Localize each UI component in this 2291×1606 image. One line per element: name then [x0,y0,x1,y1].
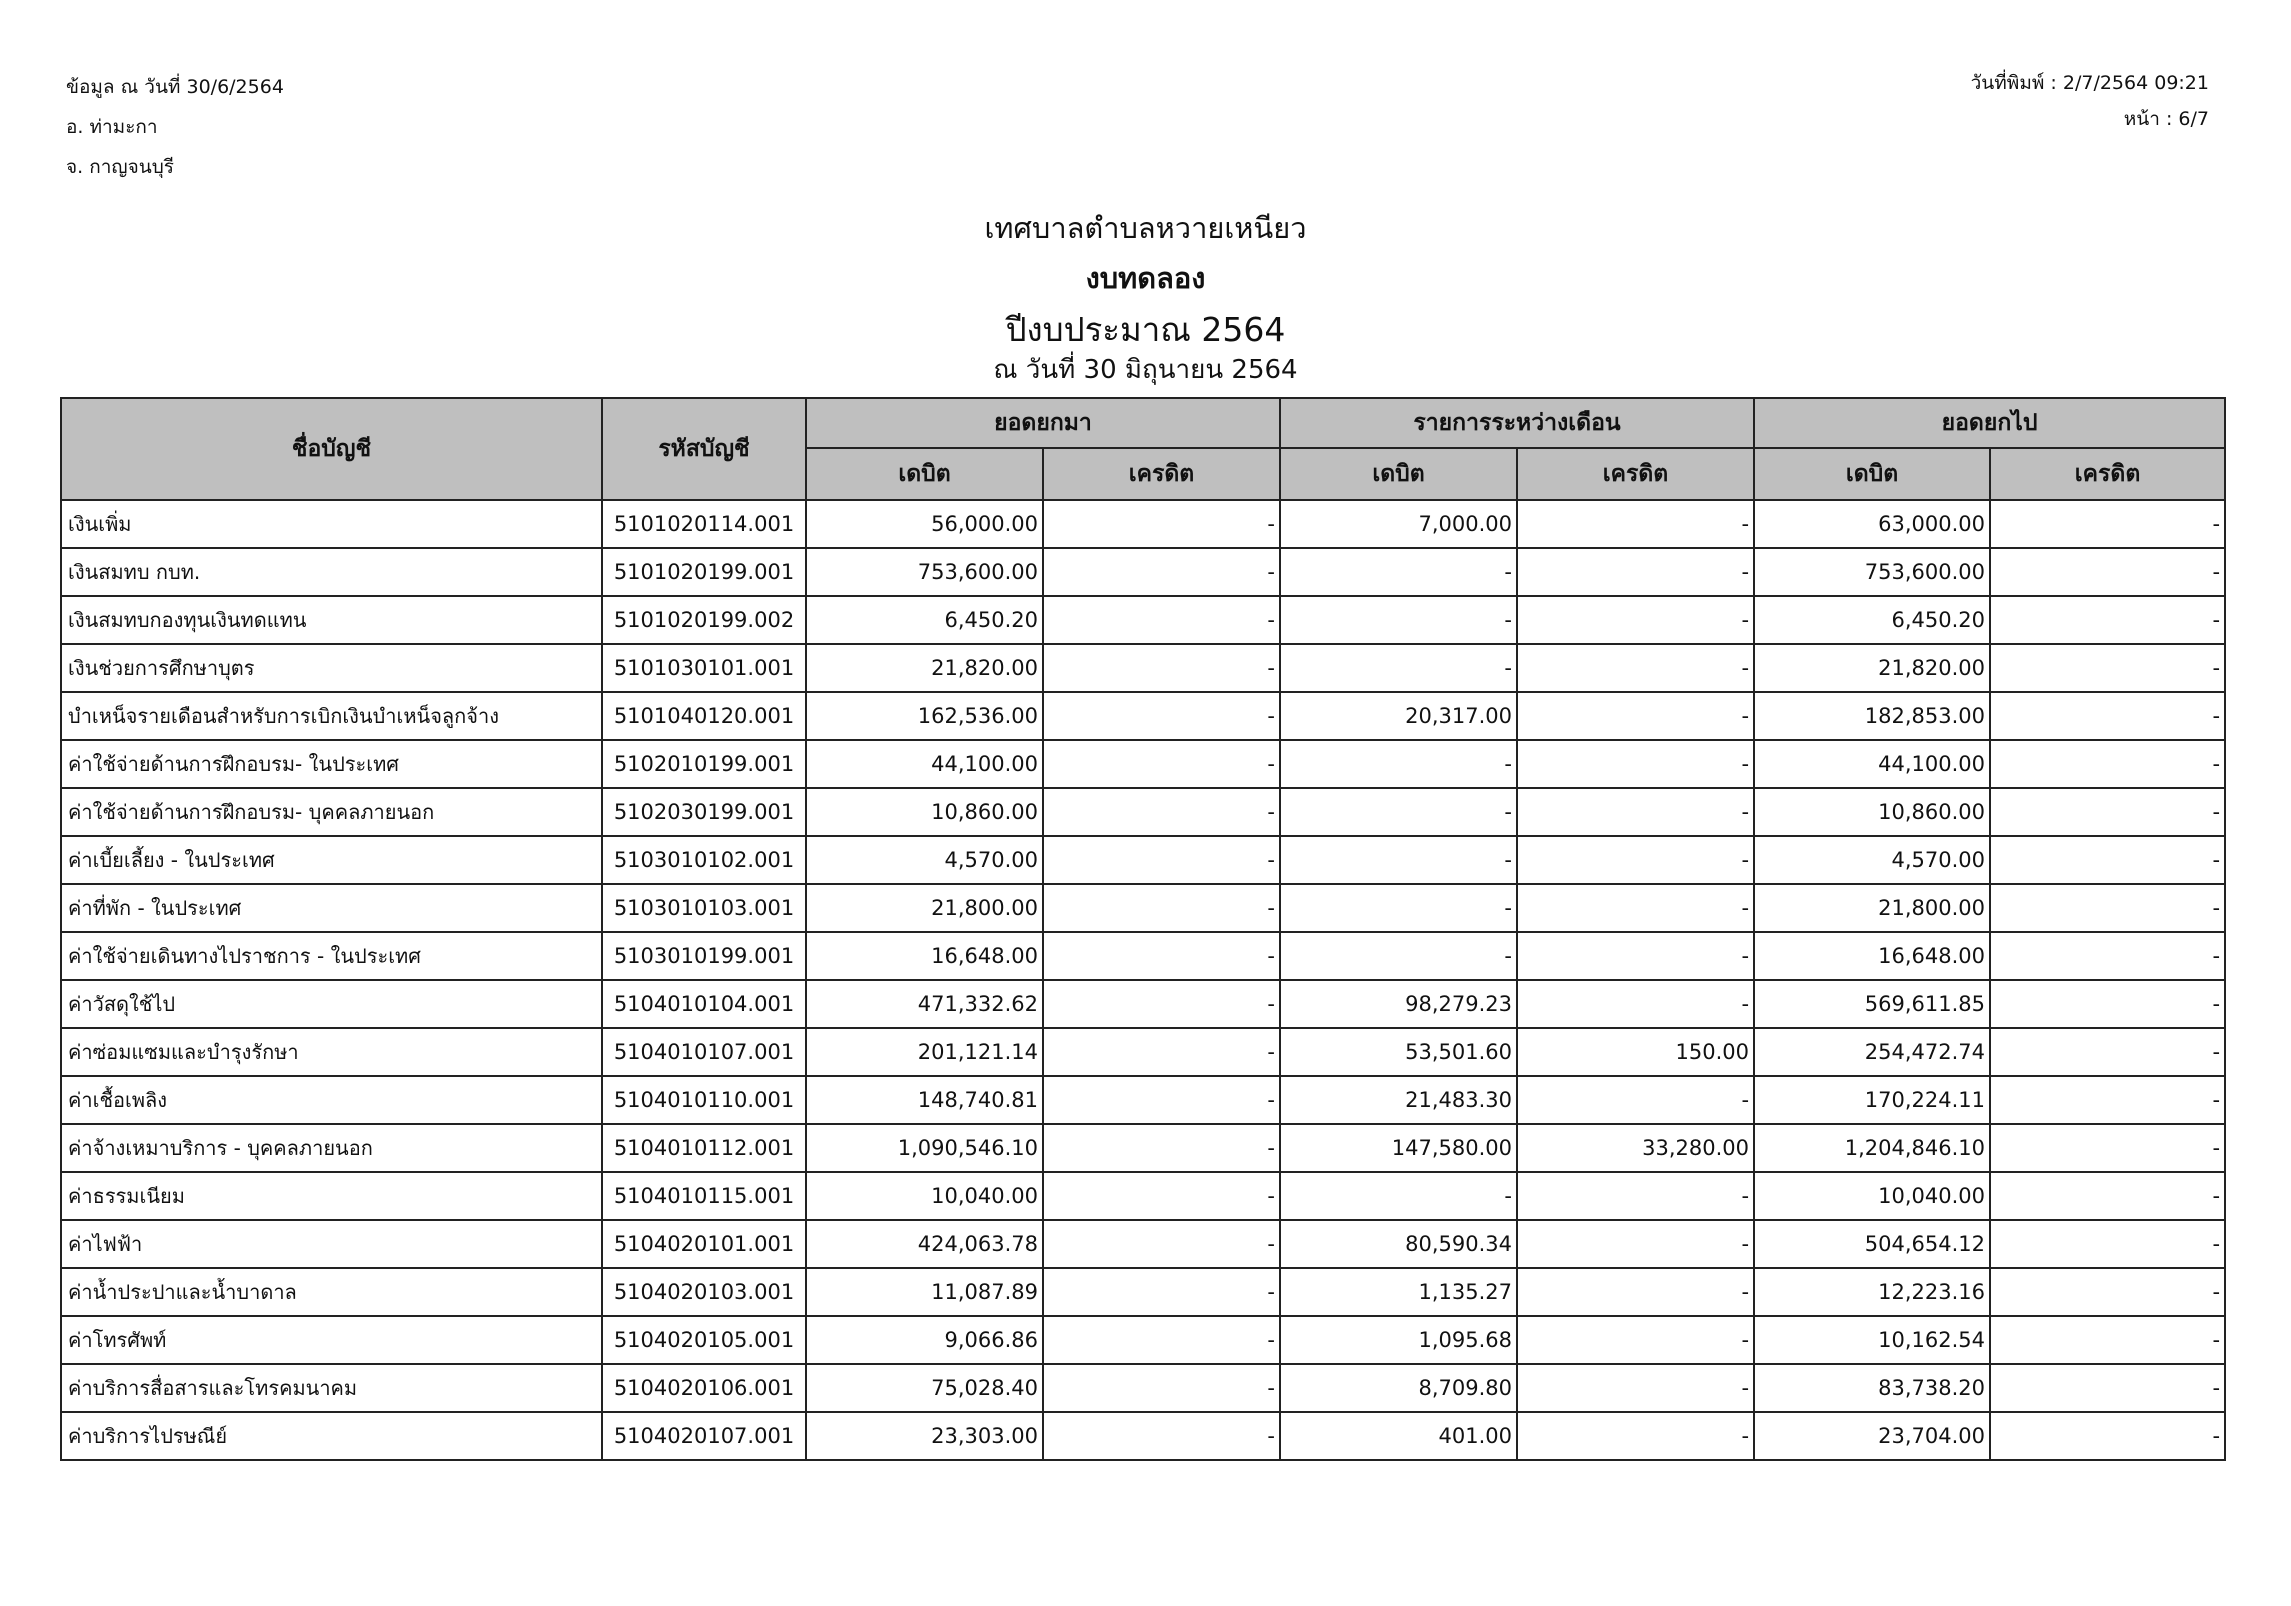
account-name-cell: ค่าบริการไปรษณีย์ [61,1412,602,1460]
brought-forward-debit-cell: 10,040.00 [806,1172,1043,1220]
col-during-month-header: รายการระหว่างเดือน [1280,398,1754,448]
page-number-label: หน้า : 6/7 [2123,108,2209,130]
report-meta-right [1971,74,2209,146]
district-label: อ. ท่ามะกา [66,116,158,138]
col-carried-forward-header: ยอดยกไป [1754,398,2225,448]
carried-forward-debit-cell: 1,204,846.10 [1754,1124,1990,1172]
carried-forward-debit-cell: 21,800.00 [1754,884,1990,932]
carried-forward-debit-cell: 10,162.54 [1754,1316,1990,1364]
brought-forward-debit-cell: 10,860.00 [806,788,1043,836]
month-debit-cell: 21,483.30 [1280,1076,1517,1124]
month-credit-cell: - [1517,836,1754,884]
table-row [61,1124,2225,1172]
month-credit-cell: - [1517,1364,1754,1412]
month-credit-cell: 150.00 [1517,1028,1754,1076]
month-debit-cell: 147,580.00 [1280,1124,1517,1172]
account-name-cell: เงินช่วยการศึกษาบุตร [61,644,602,692]
col-account-name-header: ชื่อบัญชี [61,398,602,500]
table-row [61,740,2225,788]
carried-forward-credit-cell: - [1990,932,2225,980]
month-debit-cell: 98,279.23 [1280,980,1517,1028]
table-row [61,644,2225,692]
carried-forward-credit-cell: - [1990,884,2225,932]
carried-forward-debit-cell: 21,820.00 [1754,644,1990,692]
account-name-cell: ค่าโทรศัพท์ [61,1316,602,1364]
print-date-label: วันที่พิมพ์ : 2/7/2564 09:21 [1970,72,2209,94]
month-debit-cell: 80,590.34 [1280,1220,1517,1268]
table-row [61,1076,2225,1124]
account-code-cell: 5104010104.001 [602,980,806,1028]
month-credit-cell: - [1517,1220,1754,1268]
brought-forward-credit-cell: - [1043,548,1280,596]
month-debit-cell: - [1280,548,1517,596]
brought-forward-credit-cell: - [1043,692,1280,740]
carried-forward-credit-cell: - [1990,644,2225,692]
month-credit-cell: - [1517,1076,1754,1124]
table-row [61,932,2225,980]
col-credit-header: เครดิต [1043,448,1280,500]
brought-forward-debit-cell: 44,100.00 [806,740,1043,788]
brought-forward-credit-cell: - [1043,836,1280,884]
month-debit-cell: - [1280,740,1517,788]
brought-forward-debit-cell: 75,028.40 [806,1364,1043,1412]
table-row [61,1364,2225,1412]
account-code-cell: 5101030101.001 [602,644,806,692]
month-debit-cell: - [1280,596,1517,644]
brought-forward-debit-cell: 11,087.89 [806,1268,1043,1316]
brought-forward-credit-cell: - [1043,1316,1280,1364]
carried-forward-credit-cell: - [1990,596,2225,644]
brought-forward-debit-cell: 424,063.78 [806,1220,1043,1268]
brought-forward-debit-cell: 148,740.81 [806,1076,1043,1124]
account-name-cell: ค่าเบี้ยเลี้ยง - ในประเทศ [61,836,602,884]
month-credit-cell: - [1517,1316,1754,1364]
account-name-cell: ค่าบริการสื่อสารและโทรคมนาคม [61,1364,602,1412]
table-row [61,1412,2225,1460]
month-credit-cell: - [1517,644,1754,692]
carried-forward-debit-cell: 10,860.00 [1754,788,1990,836]
account-name-cell: บำเหน็จรายเดือนสำหรับการเบิกเงินบำเหน็จลูกจ้าง [61,692,602,740]
as-of-date-title: ณ วันที่ 30 มิถุนายน 2564 [993,355,1298,385]
carried-forward-credit-cell: - [1990,1364,2225,1412]
account-code-cell: 5101020199.001 [602,548,806,596]
month-credit-cell: - [1517,500,1754,548]
brought-forward-debit-cell: 162,536.00 [806,692,1043,740]
account-code-cell: 5101020199.002 [602,596,806,644]
carried-forward-credit-cell: - [1990,548,2225,596]
account-code-cell: 5103010102.001 [602,836,806,884]
col-debit-header: เดบิต [1754,448,1990,500]
col-debit-header: เดบิต [806,448,1043,500]
month-credit-cell: 33,280.00 [1517,1124,1754,1172]
account-code-cell: 5104020105.001 [602,1316,806,1364]
col-credit-header: เครดิต [1517,448,1754,500]
carried-forward-debit-cell: 63,000.00 [1754,500,1990,548]
table-body [61,500,2225,1460]
account-name-cell: ค่าใช้จ่ายด้านการฝึกอบรม- บุคคลภายนอก [61,788,602,836]
trial-balance-table [60,397,2226,1461]
month-debit-cell: - [1280,884,1517,932]
month-debit-cell: - [1280,932,1517,980]
month-credit-cell: - [1517,980,1754,1028]
table-row [61,1268,2225,1316]
carried-forward-credit-cell: - [1990,1268,2225,1316]
brought-forward-debit-cell: 9,066.86 [806,1316,1043,1364]
brought-forward-credit-cell: - [1043,740,1280,788]
account-code-cell: 5104010115.001 [602,1172,806,1220]
carried-forward-credit-cell: - [1990,788,2225,836]
month-credit-cell: - [1517,692,1754,740]
table-row [61,884,2225,932]
brought-forward-debit-cell: 753,600.00 [806,548,1043,596]
brought-forward-credit-cell: - [1043,644,1280,692]
table-row [61,1028,2225,1076]
table-row [61,836,2225,884]
month-debit-cell: - [1280,788,1517,836]
carried-forward-debit-cell: 23,704.00 [1754,1412,1990,1460]
month-credit-cell: - [1517,932,1754,980]
month-credit-cell: - [1517,1268,1754,1316]
province-label: จ. กาญจนบุรี [66,156,174,178]
carried-forward-credit-cell: - [1990,1316,2225,1364]
table-row [61,1220,2225,1268]
data-date-label: ข้อมูล ณ วันที่ 30/6/2564 [66,76,284,98]
carried-forward-credit-cell: - [1990,1028,2225,1076]
col-credit-header: เครดิต [1990,448,2225,500]
report-title: งบทดลอง [1085,261,1206,295]
carried-forward-debit-cell: 6,450.20 [1754,596,1990,644]
month-credit-cell: - [1517,884,1754,932]
brought-forward-credit-cell: - [1043,980,1280,1028]
carried-forward-credit-cell: - [1990,1412,2225,1460]
brought-forward-debit-cell: 6,450.20 [806,596,1043,644]
carried-forward-credit-cell: - [1990,980,2225,1028]
carried-forward-debit-cell: 753,600.00 [1754,548,1990,596]
carried-forward-credit-cell: - [1990,1076,2225,1124]
table-row [61,1316,2225,1364]
account-code-cell: 5102030199.001 [602,788,806,836]
table-row [61,548,2225,596]
account-code-cell: 5101020114.001 [602,500,806,548]
brought-forward-credit-cell: - [1043,1124,1280,1172]
brought-forward-credit-cell: - [1043,596,1280,644]
brought-forward-credit-cell: - [1043,884,1280,932]
brought-forward-credit-cell: - [1043,1220,1280,1268]
report-title-block [0,205,2291,390]
brought-forward-debit-cell: 201,121.14 [806,1028,1043,1076]
col-account-code-header: รหัสบัญชี [602,398,806,500]
carried-forward-credit-cell: - [1990,1172,2225,1220]
brought-forward-credit-cell: - [1043,1076,1280,1124]
brought-forward-debit-cell: 23,303.00 [806,1412,1043,1460]
brought-forward-debit-cell: 471,332.62 [806,980,1043,1028]
fiscal-year-title: ปีงบประมาณ 2564 [1005,310,1286,349]
account-code-cell: 5104010107.001 [602,1028,806,1076]
month-credit-cell: - [1517,548,1754,596]
account-name-cell: ค่าน้ำประปาและน้ำบาดาล [61,1268,602,1316]
account-code-cell: 5103010199.001 [602,932,806,980]
carried-forward-debit-cell: 254,472.74 [1754,1028,1990,1076]
month-debit-cell: 8,709.80 [1280,1364,1517,1412]
carried-forward-debit-cell: 504,654.12 [1754,1220,1990,1268]
brought-forward-credit-cell: - [1043,1268,1280,1316]
carried-forward-debit-cell: 12,223.16 [1754,1268,1990,1316]
brought-forward-credit-cell: - [1043,1172,1280,1220]
account-name-cell: ค่าใช้จ่ายเดินทางไปราชการ - ในประเทศ [61,932,602,980]
carried-forward-credit-cell: - [1990,692,2225,740]
table-row [61,980,2225,1028]
account-name-cell: ค่าซ่อมแซมและบำรุงรักษา [61,1028,602,1076]
account-name-cell: ค่าใช้จ่ายด้านการฝึกอบรม- ในประเทศ [61,740,602,788]
account-code-cell: 5104020106.001 [602,1364,806,1412]
organization-title: เทศบาลตำบลหวายเหนียว [984,211,1307,245]
brought-forward-debit-cell: 16,648.00 [806,932,1043,980]
carried-forward-debit-cell: 569,611.85 [1754,980,1990,1028]
month-debit-cell: 7,000.00 [1280,500,1517,548]
col-debit-header: เดบิต [1280,448,1517,500]
brought-forward-debit-cell: 1,090,546.10 [806,1124,1043,1172]
brought-forward-credit-cell: - [1043,932,1280,980]
report-meta-left [66,78,284,198]
carried-forward-credit-cell: - [1990,740,2225,788]
carried-forward-debit-cell: 83,738.20 [1754,1364,1990,1412]
table-row [61,788,2225,836]
col-brought-forward-header: ยอดยกมา [806,398,1280,448]
month-credit-cell: - [1517,788,1754,836]
account-code-cell: 5104020107.001 [602,1412,806,1460]
month-debit-cell: 401.00 [1280,1412,1517,1460]
carried-forward-debit-cell: 182,853.00 [1754,692,1990,740]
account-code-cell: 5103010103.001 [602,884,806,932]
month-debit-cell: - [1280,644,1517,692]
carried-forward-credit-cell: - [1990,1220,2225,1268]
month-credit-cell: - [1517,740,1754,788]
account-name-cell: เงินสมทบ กบท. [61,548,602,596]
carried-forward-credit-cell: - [1990,836,2225,884]
account-code-cell: 5104010112.001 [602,1124,806,1172]
account-name-cell: ค่าไฟฟ้า [61,1220,602,1268]
carried-forward-debit-cell: 4,570.00 [1754,836,1990,884]
brought-forward-debit-cell: 56,000.00 [806,500,1043,548]
month-debit-cell: 53,501.60 [1280,1028,1517,1076]
table-row [61,596,2225,644]
account-name-cell: ค่าจ้างเหมาบริการ - บุคคลภายนอก [61,1124,602,1172]
brought-forward-credit-cell: - [1043,1364,1280,1412]
month-debit-cell: - [1280,1172,1517,1220]
account-name-cell: ค่าเชื้อเพลิง [61,1076,602,1124]
month-debit-cell: 1,135.27 [1280,1268,1517,1316]
brought-forward-credit-cell: - [1043,500,1280,548]
account-name-cell: ค่าธรรมเนียม [61,1172,602,1220]
carried-forward-debit-cell: 16,648.00 [1754,932,1990,980]
account-name-cell: ค่าวัสดุใช้ไป [61,980,602,1028]
account-name-cell: เงินสมทบกองทุนเงินทดแทน [61,596,602,644]
account-name-cell: เงินเพิ่ม [61,500,602,548]
brought-forward-credit-cell: - [1043,1028,1280,1076]
account-code-cell: 5104020101.001 [602,1220,806,1268]
carried-forward-debit-cell: 10,040.00 [1754,1172,1990,1220]
brought-forward-credit-cell: - [1043,788,1280,836]
account-name-cell: ค่าที่พัก - ในประเทศ [61,884,602,932]
month-credit-cell: - [1517,596,1754,644]
carried-forward-debit-cell: 170,224.11 [1754,1076,1990,1124]
month-credit-cell: - [1517,1172,1754,1220]
account-code-cell: 5104020103.001 [602,1268,806,1316]
month-debit-cell: 20,317.00 [1280,692,1517,740]
month-debit-cell: - [1280,836,1517,884]
account-code-cell: 5102010199.001 [602,740,806,788]
brought-forward-debit-cell: 21,820.00 [806,644,1043,692]
month-debit-cell: 1,095.68 [1280,1316,1517,1364]
carried-forward-credit-cell: - [1990,500,2225,548]
account-code-cell: 5101040120.001 [602,692,806,740]
account-code-cell: 5104010110.001 [602,1076,806,1124]
brought-forward-debit-cell: 21,800.00 [806,884,1043,932]
table-row [61,1172,2225,1220]
carried-forward-debit-cell: 44,100.00 [1754,740,1990,788]
brought-forward-credit-cell: - [1043,1412,1280,1460]
carried-forward-credit-cell: - [1990,1124,2225,1172]
table-row [61,692,2225,740]
brought-forward-debit-cell: 4,570.00 [806,836,1043,884]
month-credit-cell: - [1517,1412,1754,1460]
table-row [61,500,2225,548]
